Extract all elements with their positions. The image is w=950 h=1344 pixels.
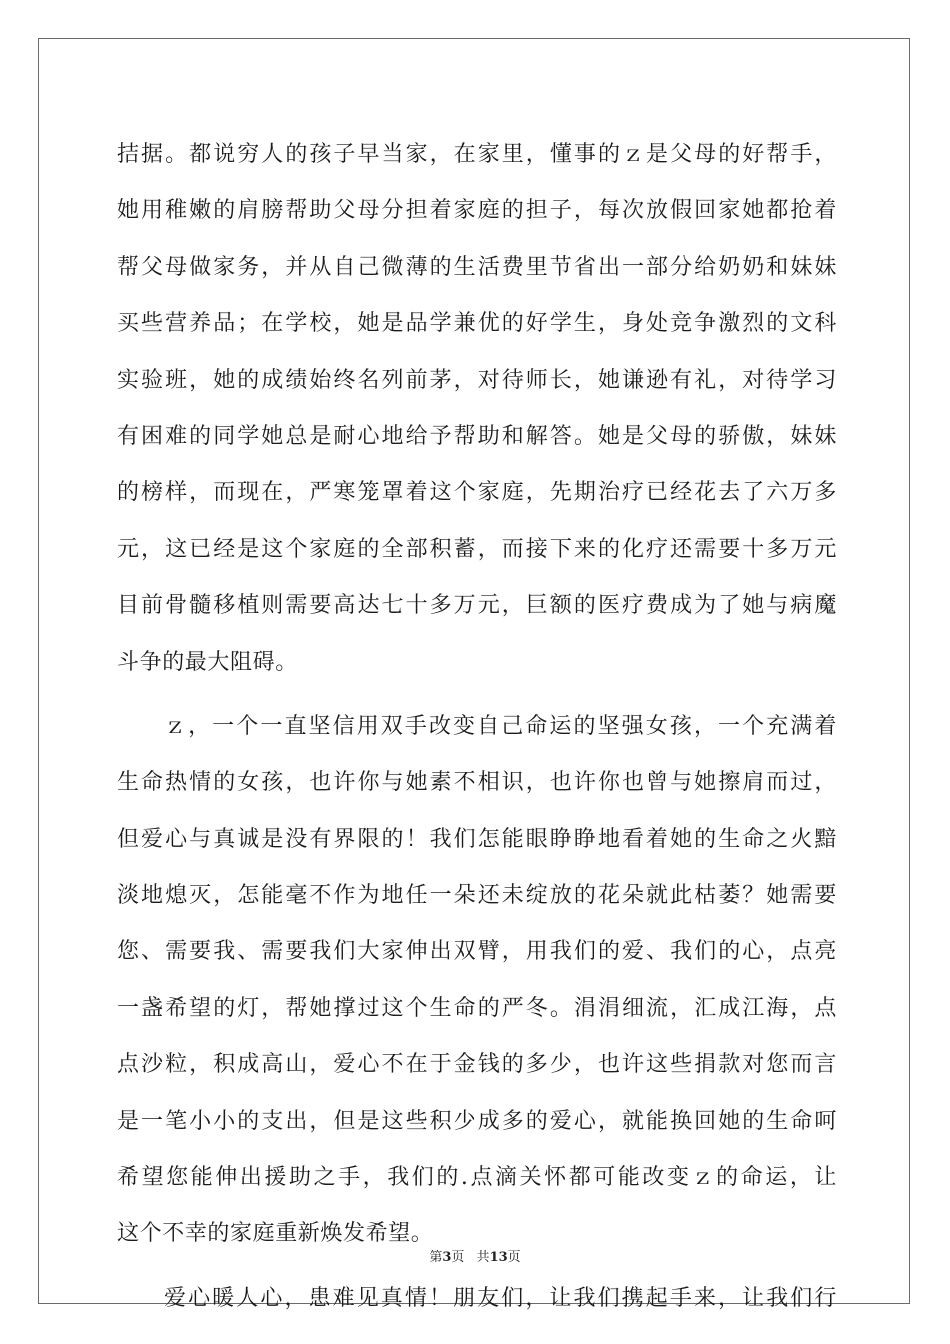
text-line: 目前骨髓移植则需要高达七十多万元，巨额的医疗费成为了她与病魔 xyxy=(117,593,837,619)
text-line: 的榜样，而现在，严寒笼罩着这个家庭，先期治疗已经花去了六万多 xyxy=(117,480,837,506)
text-line: 斗争的最大阻碍。 xyxy=(117,649,298,675)
text-line: 是一笔小小的支出，但是这些积少成多的爱心，就能换回她的生命呵 xyxy=(117,1108,837,1134)
total-pages-indicator: 共13页 xyxy=(476,1250,521,1265)
text-line: 拮据。都说穷人的孩子早当家，在家里，懂事的ｚ是父母的好帮手， xyxy=(117,142,837,167)
paragraph xyxy=(117,1271,837,1327)
text-line: 淡地熄灭，怎能毫不作为地任一朵还未绽放的花朵就此枯萎？她需要 xyxy=(117,883,837,909)
text-line: 但爱心与真诚是没有界限的！我们怎能眼睁睁地看着她的生命之火黯 xyxy=(117,826,837,852)
text-line: 买些营养品；在学校，她是品学兼优的好学生，身处竞争激烈的文科 xyxy=(117,311,837,337)
page-indicator: 第3页 xyxy=(429,1250,465,1265)
document-body xyxy=(117,127,837,1327)
text-line: 帮父母做家务，并从自己微薄的生活费里节省出一部分给奶奶和妹妹 xyxy=(117,254,837,280)
text-line: 实验班，她的成绩始终名列前茅，对待师长，她谦逊有礼，对待学习 xyxy=(117,367,837,393)
page-number: 3 xyxy=(442,1250,452,1265)
text-line: 一盏希望的灯，帮她撑过这个生命的严冬。涓涓细流，汇成江海，点 xyxy=(117,995,837,1021)
text-line: 这个不幸的家庭重新焕发希望。 xyxy=(117,1221,434,1247)
text-line: 元，这已经是这个家庭的全部积蓄，而接下来的化疗还需要十多万元 xyxy=(117,536,837,562)
page-footer xyxy=(0,1246,950,1265)
paragraph xyxy=(117,127,837,691)
text-line: 点沙粒，积成高山，爱心不在于金钱的多少，也许这些捐款对您而言 xyxy=(117,1052,837,1078)
text-line: ｚ，一个一直坚信用双手改变自己命运的坚强女孩，一个充满着 xyxy=(164,713,837,739)
text-line: 生命热情的女孩，也许你与她素不相识，也许你也曾与她擦肩而过， xyxy=(117,770,837,796)
total-pages: 13 xyxy=(489,1250,508,1265)
text-line: 您、需要我、需要我们大家伸出双臂，用我们的爱、我们的心，点亮 xyxy=(117,939,837,965)
text-line: 她用稚嫩的肩膀帮助父母分担着家庭的担子，每次放假回家她都抢着 xyxy=(117,198,837,224)
text-line: 爱心暖人心，患难见真情！朋友们，让我们携起手来，让我们行 xyxy=(164,1285,837,1311)
text-line: 希望您能伸出援助之手，我们的.点滴关怀都可能改变ｚ的命运，让 xyxy=(117,1165,837,1191)
text-line: 有困难的同学她总是耐心地给予帮助和解答。她是父母的骄傲，妹妹 xyxy=(117,423,837,449)
paragraph xyxy=(117,699,837,1263)
